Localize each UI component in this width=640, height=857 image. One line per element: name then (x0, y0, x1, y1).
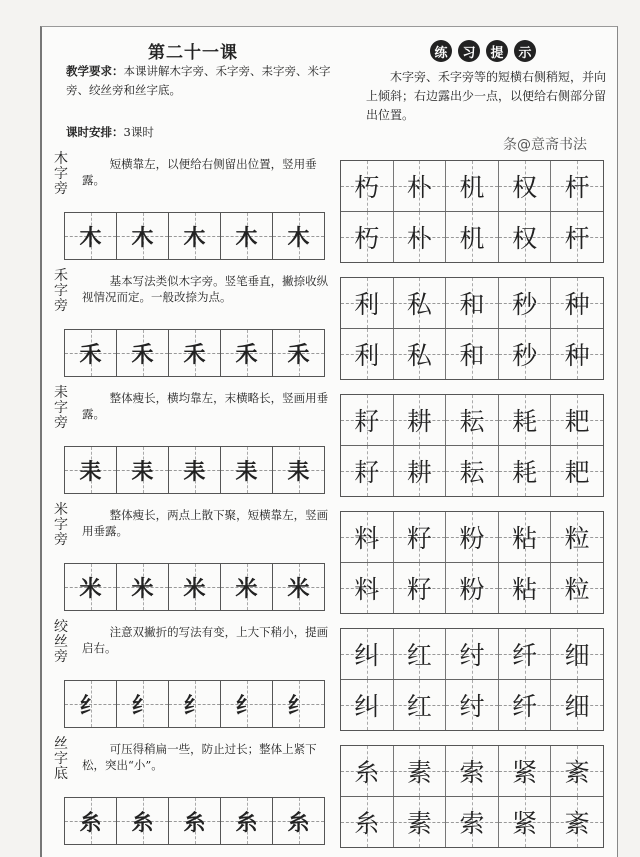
grid-cell (446, 395, 499, 445)
radical-char: 纟 (183, 693, 206, 719)
grid-cell (551, 161, 603, 211)
grid-cell (341, 329, 394, 379)
example-char: 细 (564, 641, 590, 670)
example-char: 料 (354, 575, 380, 604)
grid-cell (273, 213, 324, 259)
grid-cell (394, 512, 447, 562)
grid-cell (499, 563, 552, 613)
character-row (341, 629, 603, 680)
grid-cell (341, 680, 394, 730)
example-char: 权 (512, 173, 538, 202)
example-char: 纤 (512, 692, 538, 721)
grid-cell (341, 395, 394, 445)
grid-cell (273, 564, 324, 610)
character-row (341, 278, 603, 329)
radical-char: 耒 (79, 459, 102, 485)
grid-cell (551, 512, 603, 562)
example-char: 秒 (512, 341, 538, 370)
example-char: 粒 (564, 524, 590, 553)
grid-cell (446, 329, 499, 379)
radical-grid (64, 563, 325, 611)
requirement-label: 教学要求： (66, 64, 124, 78)
example-char: 紊 (564, 809, 590, 838)
grid-cell (551, 278, 603, 328)
grid-cell (446, 629, 499, 679)
grid-cell (446, 161, 499, 211)
example-char: 杆 (564, 224, 590, 253)
grid-cell (117, 681, 169, 727)
grid-cell (499, 512, 552, 562)
example-char: 粉 (459, 575, 485, 604)
radical-char: 米 (131, 576, 154, 602)
example-char: 耙 (564, 407, 590, 436)
grid-cell (394, 797, 447, 847)
radical-char: 禾 (235, 342, 258, 368)
section (46, 620, 336, 730)
grid-cell (341, 746, 394, 796)
grid-cell (394, 278, 447, 328)
section-label: 木字旁 (54, 151, 68, 197)
radical-char: 禾 (287, 342, 310, 368)
lesson-title: 第二十一课 (148, 43, 238, 63)
example-char: 纣 (459, 692, 485, 721)
grid-cell (446, 797, 499, 847)
watermark: 条@意斋书法 (503, 137, 587, 153)
character-row (341, 212, 603, 262)
grid-cell (221, 447, 273, 493)
grid-cell (341, 563, 394, 613)
section-description: 短横靠左，以便给右侧留出位置，竖用垂露。 (82, 157, 317, 187)
schedule-value: 3课时 (123, 125, 154, 139)
tips-title-char: 提 (486, 40, 508, 62)
radical-char: 纟 (287, 693, 310, 719)
example-char: 种 (564, 290, 590, 319)
character-row (341, 395, 603, 446)
section-label: 米字旁 (54, 502, 68, 548)
character-grid (340, 628, 604, 731)
example-char: 糸 (354, 758, 380, 787)
section (46, 503, 336, 613)
grid-cell (551, 395, 603, 445)
section-description: 注意双撇折的写法有变，上大下稍小，提画启右。 (82, 625, 329, 655)
example-char: 耗 (512, 458, 538, 487)
grid-cell (117, 798, 169, 844)
grid-cell (551, 446, 603, 496)
grid-cell (341, 512, 394, 562)
example-char: 素 (406, 809, 432, 838)
example-char: 紊 (564, 758, 590, 787)
radical-grid (64, 329, 325, 377)
radical-char: 木 (235, 225, 258, 251)
character-row (341, 512, 603, 563)
grid-cell (499, 746, 552, 796)
example-char: 杆 (564, 173, 590, 202)
grid-cell (499, 161, 552, 211)
example-char: 籽 (406, 524, 432, 553)
section-label: 绞丝旁 (54, 619, 68, 665)
grid-cell (394, 446, 447, 496)
radical-char: 米 (287, 576, 310, 602)
schedule (66, 124, 154, 140)
grid-cell (394, 329, 447, 379)
section-description: 整体瘦长，两点上散下聚，短横靠左，竖画用垂露。 (82, 508, 329, 538)
example-char: 朽 (354, 224, 380, 253)
grid-cell (117, 447, 169, 493)
example-char: 种 (564, 341, 590, 370)
radical-grid (64, 212, 325, 260)
example-char: 索 (459, 758, 485, 787)
radical-char: 木 (131, 225, 154, 251)
example-char: 朽 (354, 173, 380, 202)
grid-cell (551, 797, 603, 847)
example-char: 紧 (512, 758, 538, 787)
example-char: 朴 (406, 173, 432, 202)
radical-char: 耒 (287, 459, 310, 485)
example-char: 机 (459, 224, 485, 253)
radical-char: 禾 (183, 342, 206, 368)
example-char: 素 (406, 758, 432, 787)
radical-char: 禾 (131, 342, 154, 368)
grid-cell (273, 681, 324, 727)
grid-cell (446, 680, 499, 730)
example-char: 秒 (512, 290, 538, 319)
section-description: 基本写法类似木字旁。竖笔垂直，撇捺收纵视情况而定。一般改捺为点。 (82, 274, 329, 304)
tips-title-char: 习 (458, 40, 480, 62)
grid-cell (446, 446, 499, 496)
grid-cell (551, 212, 603, 262)
radical-char: 纟 (131, 693, 154, 719)
example-char: 私 (406, 290, 432, 319)
example-char: 糸 (354, 809, 380, 838)
section (46, 386, 336, 496)
grid-cell (341, 797, 394, 847)
radical-char: 木 (287, 225, 310, 251)
character-row (341, 746, 603, 797)
grid-cell (499, 680, 552, 730)
example-char: 耕 (406, 458, 432, 487)
radical-char: 耒 (131, 459, 154, 485)
example-char: 籽 (406, 575, 432, 604)
character-grid (340, 160, 604, 263)
grid-cell (221, 330, 273, 376)
radical-char: 木 (79, 225, 102, 251)
example-char: 耘 (459, 458, 485, 487)
example-char: 和 (459, 290, 485, 319)
example-char: 耕 (406, 407, 432, 436)
teaching-requirement (66, 62, 336, 100)
radical-char: 糸 (287, 810, 310, 836)
grid-cell (65, 213, 117, 259)
grid-cell (65, 330, 117, 376)
grid-cell (169, 330, 221, 376)
grid-cell (273, 798, 324, 844)
radical-grid (64, 446, 325, 494)
grid-cell (446, 512, 499, 562)
example-char: 耙 (564, 458, 590, 487)
grid-cell (394, 629, 447, 679)
grid-cell (221, 564, 273, 610)
character-row (341, 329, 603, 379)
character-grid (340, 511, 604, 614)
grid-cell (117, 330, 169, 376)
schedule-label: 课时安排： (66, 125, 124, 139)
example-char: 纤 (512, 641, 538, 670)
grid-cell (551, 746, 603, 796)
radical-char: 米 (235, 576, 258, 602)
radical-char: 纟 (235, 693, 258, 719)
example-char: 朴 (406, 224, 432, 253)
grid-cell (117, 564, 169, 610)
section (46, 269, 336, 379)
example-char: 纠 (354, 692, 380, 721)
radical-char: 米 (183, 576, 206, 602)
example-char: 权 (512, 224, 538, 253)
example-char: 细 (564, 692, 590, 721)
radical-char: 禾 (79, 342, 102, 368)
radical-char: 木 (183, 225, 206, 251)
character-row (341, 680, 603, 730)
grid-cell (394, 680, 447, 730)
example-char: 粒 (564, 575, 590, 604)
grid-cell (273, 447, 324, 493)
section-label: 丝字底 (54, 736, 68, 782)
example-char: 粉 (459, 524, 485, 553)
grid-cell (221, 213, 273, 259)
example-char: 料 (354, 524, 380, 553)
section (46, 152, 336, 262)
grid-cell (499, 797, 552, 847)
example-char: 私 (406, 341, 432, 370)
example-char: 纣 (459, 641, 485, 670)
grid-cell (341, 212, 394, 262)
example-char: 粘 (512, 524, 538, 553)
radical-char: 糸 (183, 810, 206, 836)
grid-cell (394, 746, 447, 796)
grid-cell (499, 446, 552, 496)
grid-cell (65, 798, 117, 844)
grid-cell (341, 161, 394, 211)
grid-cell (273, 330, 324, 376)
grid-cell (446, 746, 499, 796)
radical-char: 糸 (131, 810, 154, 836)
grid-cell (551, 629, 603, 679)
example-char: 红 (406, 692, 432, 721)
character-row (341, 797, 603, 847)
section-description: 整体瘦长，横均靠左，末横略长，竖画用垂露。 (82, 391, 329, 421)
example-char: 耘 (459, 407, 485, 436)
example-char: 机 (459, 173, 485, 202)
radical-char: 糸 (235, 810, 258, 836)
grid-cell (221, 798, 273, 844)
character-row (341, 563, 603, 613)
radical-char: 耒 (235, 459, 258, 485)
tips-title (430, 40, 536, 62)
section-label: 禾字旁 (54, 268, 68, 314)
grid-cell (446, 563, 499, 613)
example-char: 和 (459, 341, 485, 370)
grid-cell (499, 629, 552, 679)
grid-cell (446, 212, 499, 262)
example-char: 索 (459, 809, 485, 838)
section (46, 737, 336, 847)
example-char: 紧 (512, 809, 538, 838)
example-char: 耗 (512, 407, 538, 436)
example-char: 耔 (354, 458, 380, 487)
grid-cell (499, 278, 552, 328)
example-char: 利 (354, 341, 380, 370)
radical-char: 纟 (79, 693, 102, 719)
grid-cell (221, 681, 273, 727)
grid-cell (65, 447, 117, 493)
tips-text: 木字旁、禾字旁等的短横右侧稍短，并向上倾斜；右边露出少一点，以便给右侧部分留出位置。 (366, 70, 607, 122)
example-char: 粘 (512, 575, 538, 604)
section-description: 可压得稍扁一些，防止过长；整体上紧下松，突出“小”。 (82, 742, 317, 772)
radical-grid (64, 797, 325, 845)
grid-cell (341, 278, 394, 328)
radical-char: 米 (79, 576, 102, 602)
section-label: 耒字旁 (54, 385, 68, 431)
requirement-text: 本课讲解木字旁、禾字旁、耒字旁、米字旁、绞丝旁和丝字底。 (66, 64, 331, 97)
grid-cell (169, 564, 221, 610)
grid-cell (117, 213, 169, 259)
grid-cell (65, 681, 117, 727)
radical-grid (64, 680, 325, 728)
tips-title-char: 示 (514, 40, 536, 62)
character-grid (340, 394, 604, 497)
grid-cell (551, 563, 603, 613)
grid-cell (169, 798, 221, 844)
grid-cell (341, 629, 394, 679)
grid-cell (341, 446, 394, 496)
example-char: 红 (406, 641, 432, 670)
grid-cell (394, 563, 447, 613)
grid-cell (394, 395, 447, 445)
grid-cell (169, 681, 221, 727)
grid-cell (499, 212, 552, 262)
grid-cell (394, 212, 447, 262)
example-char: 纠 (354, 641, 380, 670)
grid-cell (499, 395, 552, 445)
grid-cell (551, 680, 603, 730)
example-char: 利 (354, 290, 380, 319)
character-grid (340, 277, 604, 380)
radical-char: 耒 (183, 459, 206, 485)
tips-title-char: 练 (430, 40, 452, 62)
character-grid (340, 745, 604, 848)
grid-cell (169, 447, 221, 493)
grid-cell (394, 161, 447, 211)
radical-char: 糸 (79, 810, 102, 836)
grid-cell (446, 278, 499, 328)
grid-cell (551, 329, 603, 379)
grid-cell (169, 213, 221, 259)
grid-cell (499, 329, 552, 379)
grid-cell (65, 564, 117, 610)
character-row (341, 161, 603, 212)
character-row (341, 446, 603, 496)
example-char: 耔 (354, 407, 380, 436)
